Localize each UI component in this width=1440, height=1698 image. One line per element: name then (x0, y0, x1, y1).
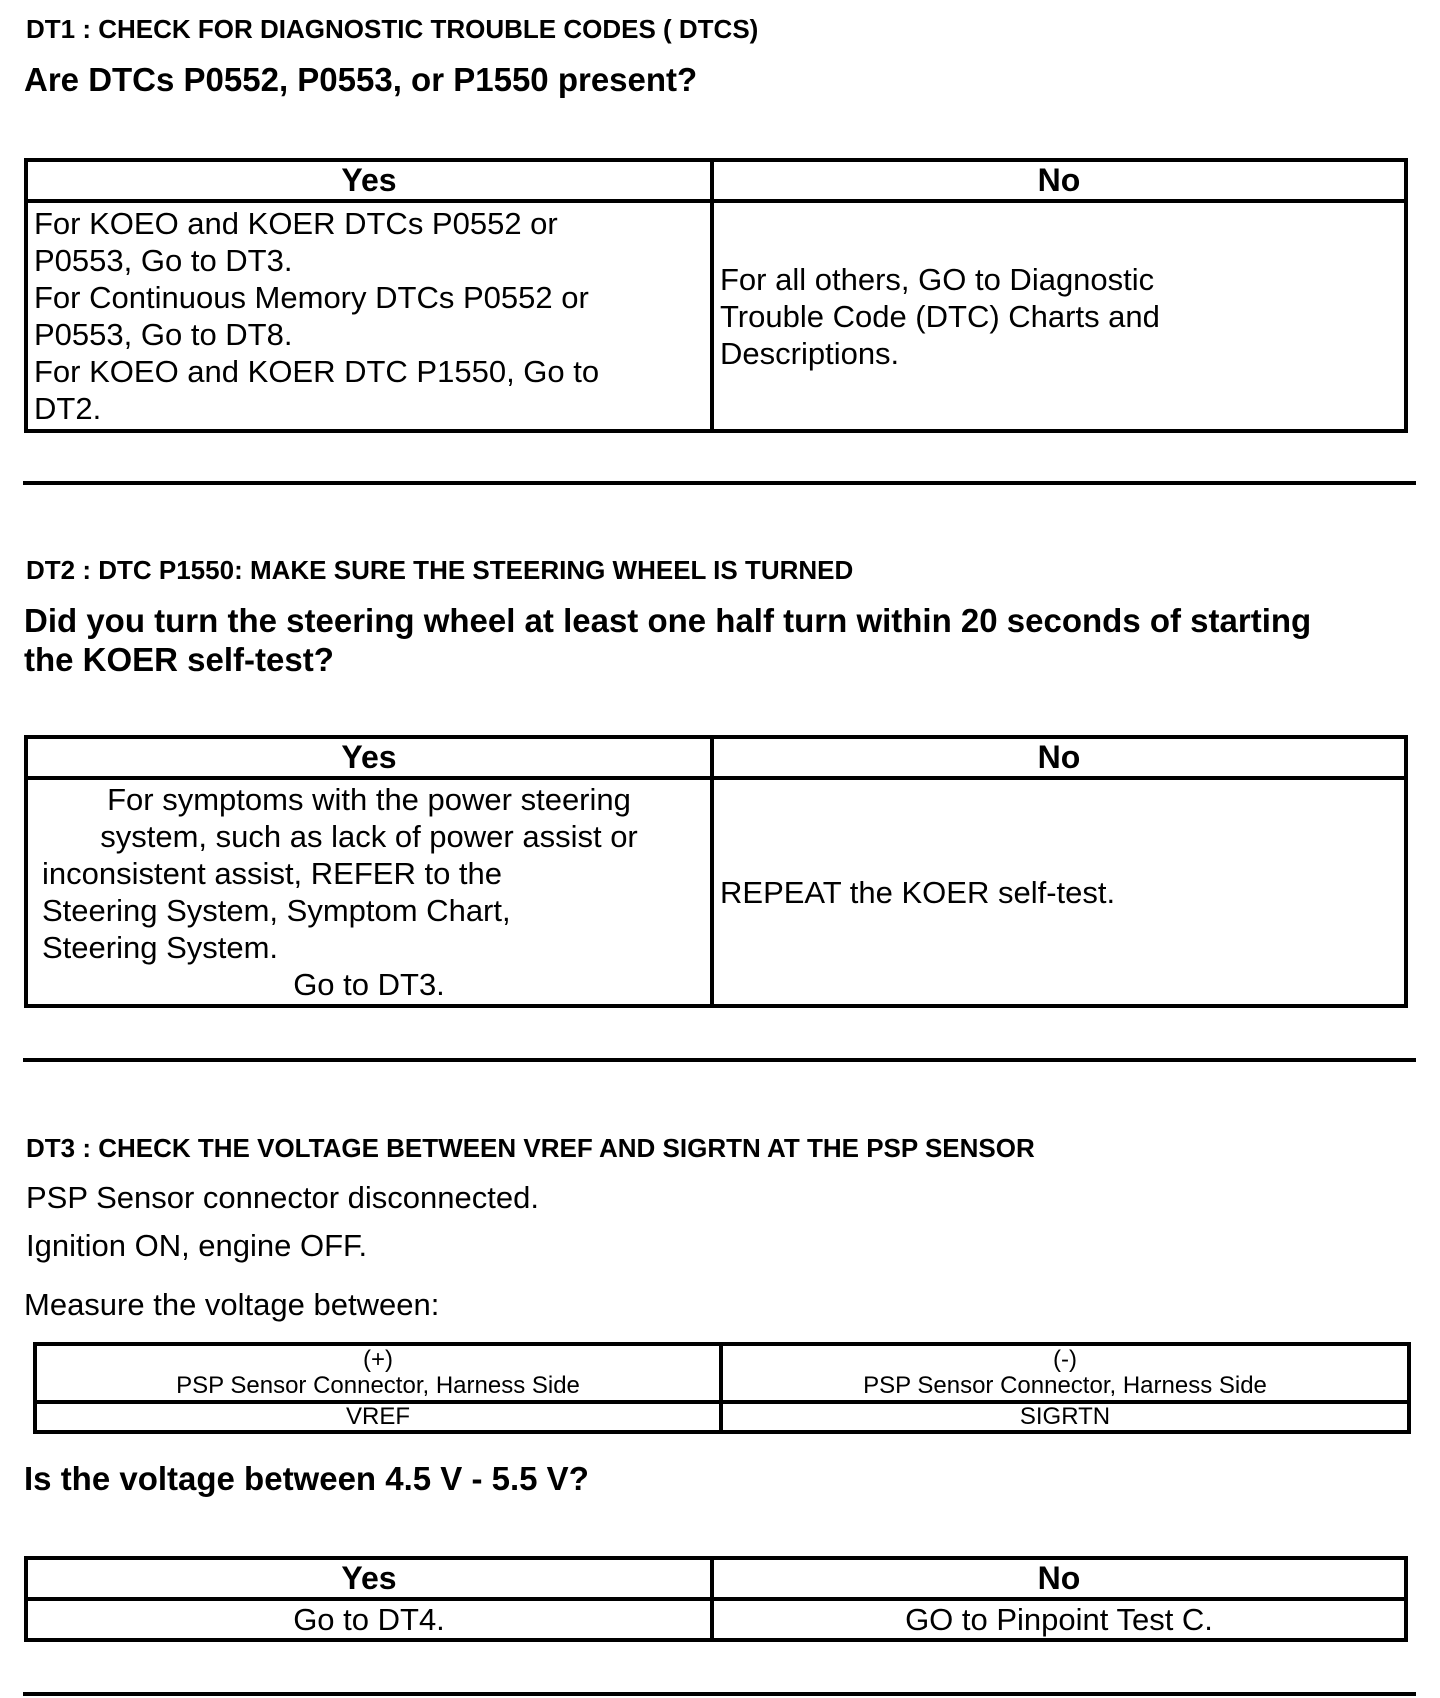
plus-sign: (+) (363, 1346, 393, 1373)
dt1-yes-header: Yes (26, 160, 712, 201)
dt3-condition: Ignition ON, engine OFF. (26, 1228, 368, 1263)
minus-pin: SIGRTN (721, 1402, 1409, 1432)
minus-connector-label: PSP Sensor Connector, Harness Side (863, 1372, 1267, 1399)
dt1-no-line: Descriptions. (720, 335, 900, 371)
dt2-no-header: No (712, 737, 1406, 778)
section-divider (23, 1692, 1416, 1696)
dt3-condition: PSP Sensor connector disconnected. (26, 1180, 539, 1215)
dt3-title: DT3 : CHECK THE VOLTAGE BETWEEN VREF AND SIGRTN AT THE PSP SENSOR (26, 1133, 1035, 1163)
dt1-yes-line: P0553, Go to DT8. (34, 317, 293, 352)
dt2-yes-line: inconsistent assist, REFER to the (42, 856, 503, 891)
dt1-question: Are DTCs P0552, P0553, or P1550 present? (24, 61, 698, 98)
dt1-result-table (24, 158, 1408, 433)
dt3-no-cell: GO to Pinpoint Test C. (712, 1599, 1406, 1640)
dt3-question: Is the voltage between 4.5 V - 5.5 V? (24, 1460, 589, 1497)
dt3-no-header: No (712, 1558, 1406, 1599)
dt1-yes-line: For KOEO and KOER DTCs P0552 or (34, 206, 558, 241)
dt1-yes-line: DT2. (34, 391, 102, 426)
dt2-yes-header: Yes (26, 737, 712, 778)
dt1-no-header: No (712, 160, 1406, 201)
dt1-no-line: For all others, GO to Diagnostic (720, 261, 1155, 297)
dt2-yes-line: Steering System. (42, 930, 279, 965)
dt3-measure-plus-cell (35, 1344, 721, 1402)
dt2-yes-line: Steering System, Symptom Chart, (42, 893, 511, 928)
dt2-question (24, 601, 1311, 679)
dt1-yes-line: For Continuous Memory DTCs P0552 or (34, 280, 589, 315)
dt3-measure-minus-cell (721, 1344, 1409, 1402)
plus-connector-label: PSP Sensor Connector, Harness Side (176, 1372, 580, 1399)
dt2-question-line: Did you turn the steering wheel at least one half turn within 20 seconds of starting (24, 602, 1312, 639)
dt3-measure-table (33, 1342, 1411, 1434)
dt2-yes-line: For symptoms with the power steering (107, 782, 631, 817)
dt1-yes-line: For KOEO and KOER DTC P1550, Go to (34, 354, 600, 389)
plus-pin: VREF (35, 1402, 721, 1432)
dt2-yes-cell (26, 778, 712, 1006)
section-divider (23, 481, 1416, 485)
dt3-result-table (24, 1556, 1408, 1642)
dt2-question-line: the KOER self-test? (24, 641, 334, 678)
dt1-yes-cell (26, 201, 712, 431)
section-divider (23, 1058, 1416, 1062)
dt1-title: DT1 : CHECK FOR DIAGNOSTIC TROUBLE CODES ( DTCS) (26, 14, 759, 44)
dt1-yes-line: P0553, Go to DT3. (34, 243, 293, 278)
dt2-title: DT2 : DTC P1550: MAKE SURE THE STEERING WHEEL IS TURNED (26, 555, 854, 585)
dt3-yes-header: Yes (26, 1558, 712, 1599)
minus-sign: (-) (1053, 1346, 1077, 1373)
dt2-result-table (24, 735, 1408, 1008)
dt2-yes-line: Go to DT3. (293, 967, 445, 1002)
dt3-yes-cell: Go to DT4. (26, 1599, 712, 1640)
dt3-condition: Measure the voltage between: (24, 1287, 440, 1322)
dt2-yes-line: system, such as lack of power assist or (100, 819, 638, 854)
dt2-no-cell: REPEAT the KOER self-test. (712, 778, 1406, 1006)
dt1-no-line: Trouble Code (DTC) Charts and (720, 298, 1160, 334)
dt1-no-cell (712, 201, 1406, 431)
